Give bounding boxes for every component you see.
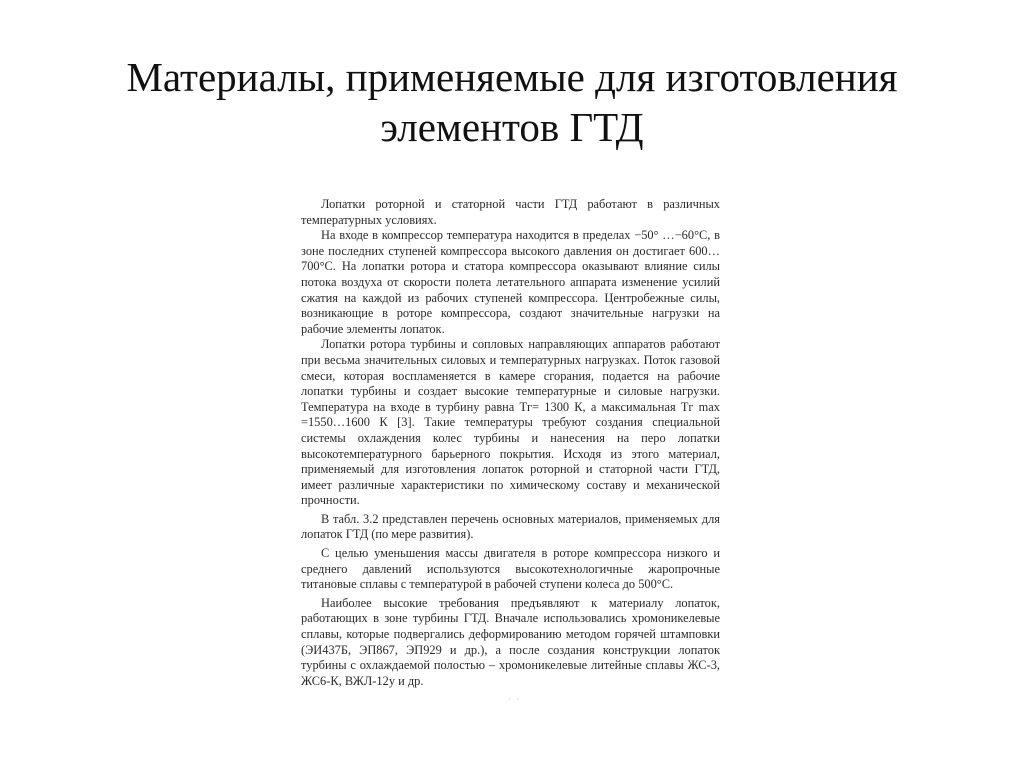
scanned-document-page bbox=[301, 197, 720, 689]
slide-title-line-1: Материалы, применяемые для изготовления bbox=[126, 54, 898, 100]
paragraph-4: В табл. 3.2 представлен перечень основных материалов, применяемых для лопаток ГТД (по мере развития). bbox=[301, 511, 720, 542]
slide-title bbox=[0, 52, 1024, 152]
slide-title-line-2: элементов ГТД bbox=[380, 104, 644, 150]
page-footer-mark: · · bbox=[508, 695, 522, 704]
paragraph-5: С целью уменьшения массы двигателя в роторе компрессора низкого и среднего давлений используются высокотехнологичные жаропрочные титановые сплавы с температурой в рабочей ступени колеса до 500°С. bbox=[301, 546, 720, 592]
paragraph-1: Лопатки роторной и статорной части ГТД работают в различных температурных условиях. bbox=[301, 197, 720, 227]
paragraph-6: Наиболее высокие требования предъявляют к материалу лопаток, работающих в зоне турбины ГТД. Вначале использовались хромоникелевые сплавы, которые подвергались деформированию методом горячей штамповки (ЭИ437Б, ЭП867, ЭП929 и др.), а после создания конструкции лопаток турбины с охлаждаемой полостью – хромоникелевые литейные сплавы ЖС-3, ЖС6-К, ВЖЛ-12у и др. bbox=[301, 595, 720, 688]
paragraph-2: На входе в компрессор температура находится в пределах −50° …−60°С, в зоне последних ступеней компрессора высокого давления он достигает 600…700°С. На лопатки ротора и статора компрессора оказывают влияние силы потока воздуха от скорости полета летательного аппарата изменение усилий сжатия на каждой из рабочих ступеней компрессора. Центробежные силы, возникающие в роторе компрессора, создают значительные нагрузки на рабочие элементы лопаток. bbox=[301, 228, 720, 336]
paragraph-3: Лопатки ротора турбины и сопловых направляющих аппаратов работают при весьма значительных силовых и температурных нагрузках. Поток газовой смеси, которая воспламеняется в камере сгорания, подается на рабочие лопатки турбины и создает высокие температурные и силовые нагрузки. Температура на входе в турбину равна Tг= 1300 К, а максимальная Tг max =1550…1600 К [3]. Такие температуры требуют создания специальной системы охлаждения колес турбины и нанесения на перо лопатки высокотемпературного барьерного покрытия. Исходя из этого материал, применяемый для изготовления лопаток роторной и статорной части ГТД, имеет различные характеристики по химическому составу и механической прочности. bbox=[301, 337, 720, 508]
